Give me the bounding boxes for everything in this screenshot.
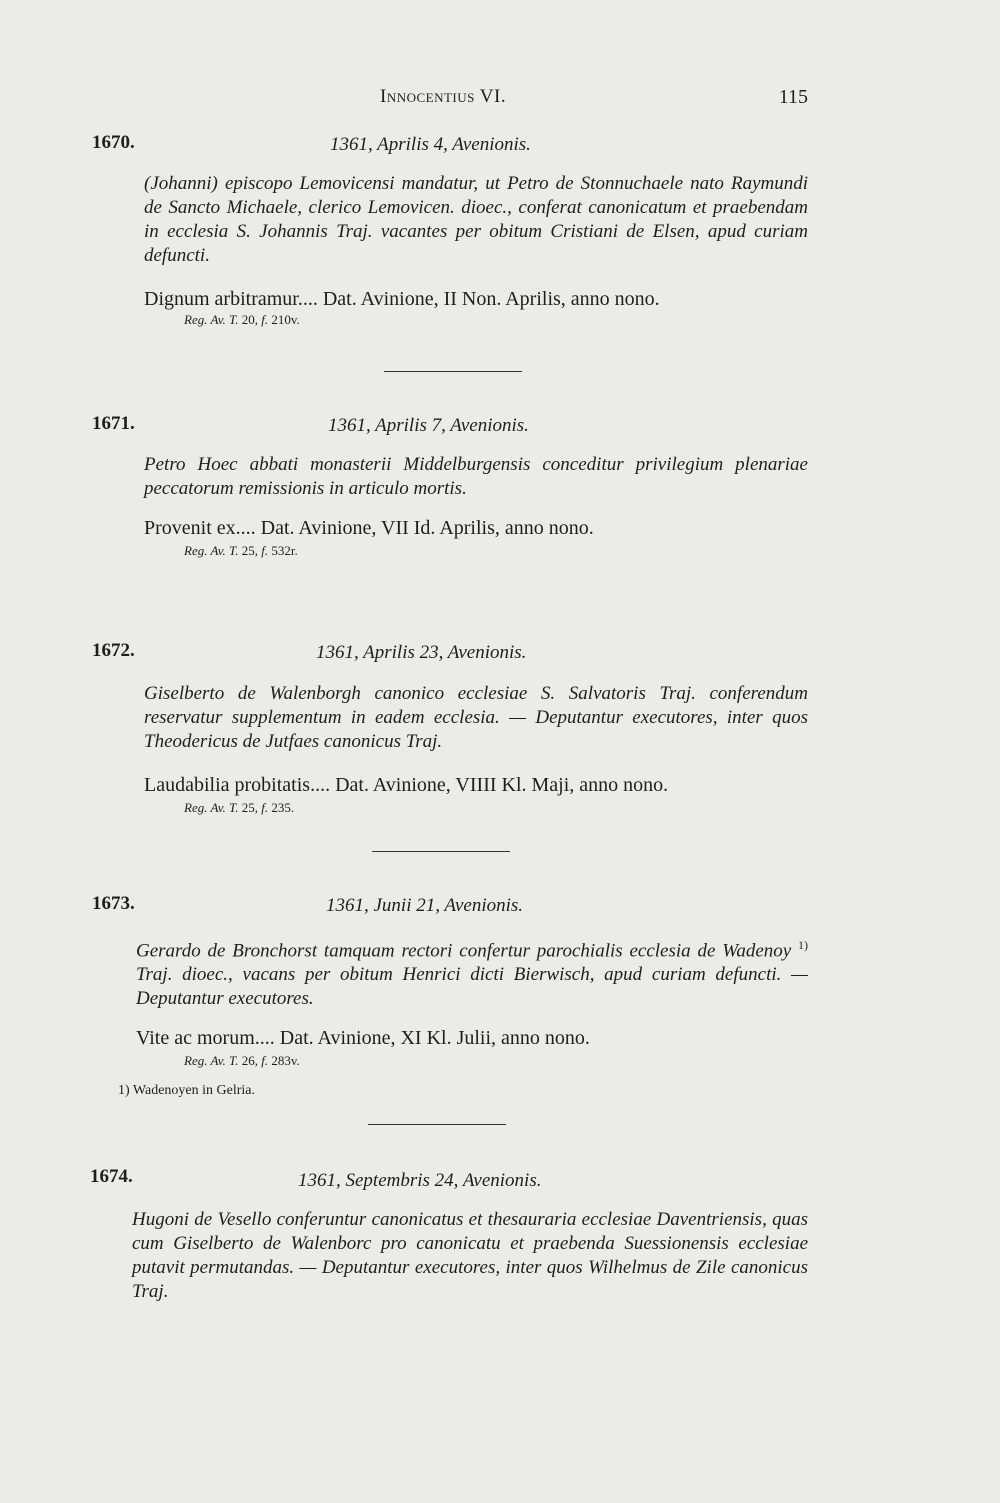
page-number: 115: [778, 86, 808, 108]
entry-formula: Vite ac morum.... Dat. Avinione, XI Kl. Julii, anno nono.: [136, 1027, 590, 1049]
section-divider: [368, 1124, 506, 1125]
section-divider: [384, 371, 522, 372]
entry-text: Giselberto de Walenborgh canonico ecclesiae S. Salvatoris Traj. conferendum reservatur supplementum in eadem ecclesia. — Deputantur executores, inter quos Theodericus de Jutfaes canonicus Traj.: [144, 683, 808, 752]
entry-text: Gerardo de Bronchorst tamquam rectori confertur parochialis ecclesia de Wadenoy $^{1)}$ Traj. dioec., vacans per obitum Henrici dicti Bierwisch, apud curiam defuncti. — Deputantur executores.: [136, 938, 809, 1010]
entry-source: Reg. Av. T. 25, f. 235.: [184, 800, 295, 815]
entry-date: 1361, Junii 21, Avenionis.: [326, 895, 524, 916]
entry-text: (Johanni) episcopo Lemovicensi mandatur, ut Petro de Stonnuchaele nato Raymundi de Sancto Michaele, clerico Lemovicen. dioec., conferat canonicatum et praebendam in ecclesia S. Johannis Traj. vacantes per obitum Cristiani de Elsen, apud curiam defuncti.: [144, 173, 808, 266]
entry-source: Reg. Av. T. 26, f. 283v.: [184, 1053, 300, 1068]
entry-source: Reg. Av. T. 20, f. 210v.: [184, 312, 300, 327]
entry-text: Petro Hoec abbati monasterii Middelburgensis conceditur privilegium plenariae peccatorum remissionis in articulo mortis.: [144, 454, 808, 499]
entry-number: 1674.: [90, 1166, 133, 1187]
running-head: [0, 86, 1000, 116]
entry-date: 1361, Aprilis 4, Avenionis.: [330, 134, 531, 155]
entry-number: 1672.: [92, 640, 135, 661]
entry-date: 1361, Aprilis 23, Avenionis.: [316, 642, 527, 663]
entry-number: 1673.: [92, 893, 135, 914]
entry-formula: Dignum arbitramur.... Dat. Avinione, II Non. Aprilis, anno nono.: [144, 288, 660, 310]
entry-formula: Provenit ex.... Dat. Avinione, VII Id. Aprilis, anno nono.: [144, 517, 594, 539]
entry-text: Hugoni de Vesello conferuntur canonicatus et thesauraria ecclesiae Daventriensis, quas cum Giselberto de Walenborc pro canonicatu et praebenda Suessionensis ecclesiae putavit permutandas. — Deputantur executores, inter quos Wilhelmus de Zile canonicus Traj.: [132, 1209, 808, 1302]
entry-source: Reg. Av. T. 25, f. 532r.: [184, 543, 298, 558]
entry-date: 1361, Aprilis 7, Avenionis.: [328, 415, 529, 436]
entry-number: 1671.: [92, 413, 135, 434]
entry-formula: Laudabilia probitatis.... Dat. Avinione, VIIII Kl. Maji, anno nono.: [144, 774, 669, 796]
entry-number: 1670.: [92, 132, 135, 153]
footnote-marker: 1): [798, 938, 809, 952]
running-title: Innocentius VI.: [380, 86, 507, 107]
footnote: 1) Wadenoyen in Gelria.: [118, 1083, 256, 1098]
entry-date: 1361, Septembris 24, Avenionis.: [298, 1170, 542, 1191]
section-divider: [372, 851, 510, 852]
